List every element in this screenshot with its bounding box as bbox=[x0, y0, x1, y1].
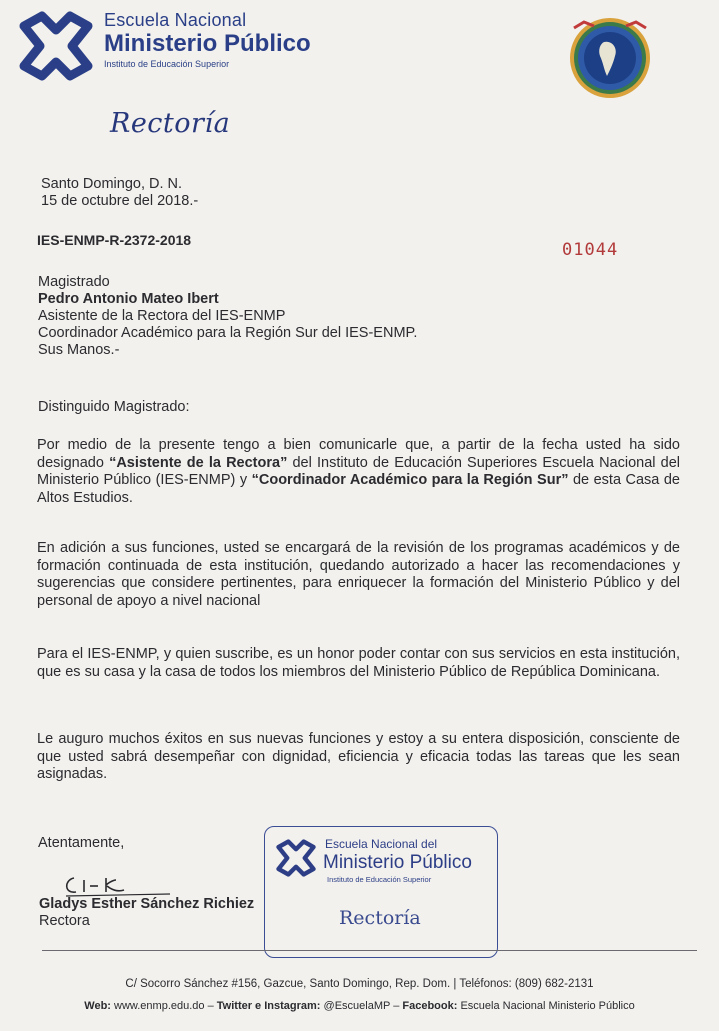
ministerio-publico-logo-icon bbox=[14, 8, 98, 84]
correspondence-stamp-number: 01044 bbox=[562, 240, 619, 260]
stamp-line1: Escuela Nacional del bbox=[325, 837, 438, 851]
stamp-line4: Rectoría bbox=[339, 907, 421, 929]
addressee-role2: Coordinador Académico para la Región Sur del IES-ENMP. bbox=[38, 325, 418, 341]
addressee-name: Pedro Antonio Mateo Ibert bbox=[38, 291, 219, 307]
paragraph-2: En adición a sus funciones, usted se encargará de la revisión de los programas académicos y de formación continuada de esta institución, quedando autorizado a hacer las recomendaciones y sugerencias que considere pertinentes, para enriquecer la formación del Ministerio Público y del personal de apoyo a nivel nacional bbox=[37, 540, 680, 609]
p1-text-c: del Instituto de Educación Superiores Escuela Nacional del Ministerio Público (IES-ENMP) y bbox=[37, 454, 680, 488]
signer-block bbox=[39, 896, 254, 930]
org-line1: Escuela Nacional bbox=[104, 10, 247, 30]
closing: Atentamente, bbox=[38, 835, 125, 851]
place: Santo Domingo, D. N. bbox=[41, 176, 183, 192]
rectoria-heading: Rectoría bbox=[110, 108, 231, 139]
org-line2: Ministerio Público bbox=[104, 30, 311, 57]
header-org-block bbox=[104, 10, 311, 69]
rectoria-stamp bbox=[264, 826, 498, 958]
footer-fb-label: Facebook: bbox=[402, 1000, 458, 1012]
footer-social: @EscuelaMP – bbox=[320, 1000, 403, 1012]
date: 15 de octubre del 2018.- bbox=[41, 193, 199, 209]
p1-title-coordinator: “Coordinador Académico para la Región Sur” bbox=[251, 472, 569, 488]
footer-divider bbox=[42, 950, 697, 951]
signer-name: Gladys Esther Sánchez Richiez bbox=[39, 896, 255, 912]
org-line3: Instituto de Educación Superior bbox=[104, 59, 230, 69]
stamp-line3: Instituto de Educación Superior bbox=[327, 875, 432, 884]
salutation: Distinguido Magistrado: bbox=[38, 399, 190, 415]
seal-globe-icon bbox=[560, 14, 660, 102]
paragraph-3: Para el IES-ENMP, y quien suscribe, es un honor poder contar con sus servicios en esta institución, que es su casa y la casa de todos los miembros del Ministerio Público de República Dominicana. bbox=[37, 646, 680, 680]
footer-contacts bbox=[0, 1000, 719, 1012]
addressee-block bbox=[38, 274, 417, 359]
addressee-role1: Asistente de la Rectora del IES-ENMP bbox=[38, 308, 286, 324]
paragraph-1 bbox=[37, 437, 680, 507]
addressee-title: Magistrado bbox=[38, 274, 110, 290]
p1-text-a: Por medio de la presente tengo a bien comunicarle que, a partir de la fecha usted ha sido designado bbox=[37, 437, 680, 471]
addressee-closing: Sus Manos.- bbox=[38, 342, 120, 358]
place-date bbox=[41, 176, 198, 210]
signer-role: Rectora bbox=[39, 913, 90, 929]
footer-address: C/ Socorro Sánchez #156, Gazcue, Santo Domingo, Rep. Dom. | Teléfonos: (809) 682-2131 bbox=[125, 978, 594, 990]
stamp-logo-icon bbox=[273, 835, 319, 881]
p1-text-e: de esta Casa de Altos Estudios. bbox=[37, 472, 680, 506]
footer-fb: Escuela Nacional Ministerio Público bbox=[457, 1000, 635, 1012]
footer-social-label: Twitter e Instagram: bbox=[216, 1000, 321, 1012]
footer-web-label: Web: bbox=[84, 1000, 111, 1012]
p1-title-assistant: “Asistente de la Rectora” bbox=[109, 454, 288, 471]
stamp-line2: Ministerio Público bbox=[323, 852, 472, 873]
footer-web: www.enmp.edu.do – bbox=[110, 1000, 217, 1012]
paragraph-4: Le auguro muchos éxitos en sus nuevas funciones y estoy a su entera disposición, consciente de que usted sabrá desempeñar con dignidad, eficiencia y eficacia todas las tareas que les sean asignadas. bbox=[37, 731, 680, 782]
reference-number: IES-ENMP-R-2372-2018 bbox=[37, 232, 192, 248]
